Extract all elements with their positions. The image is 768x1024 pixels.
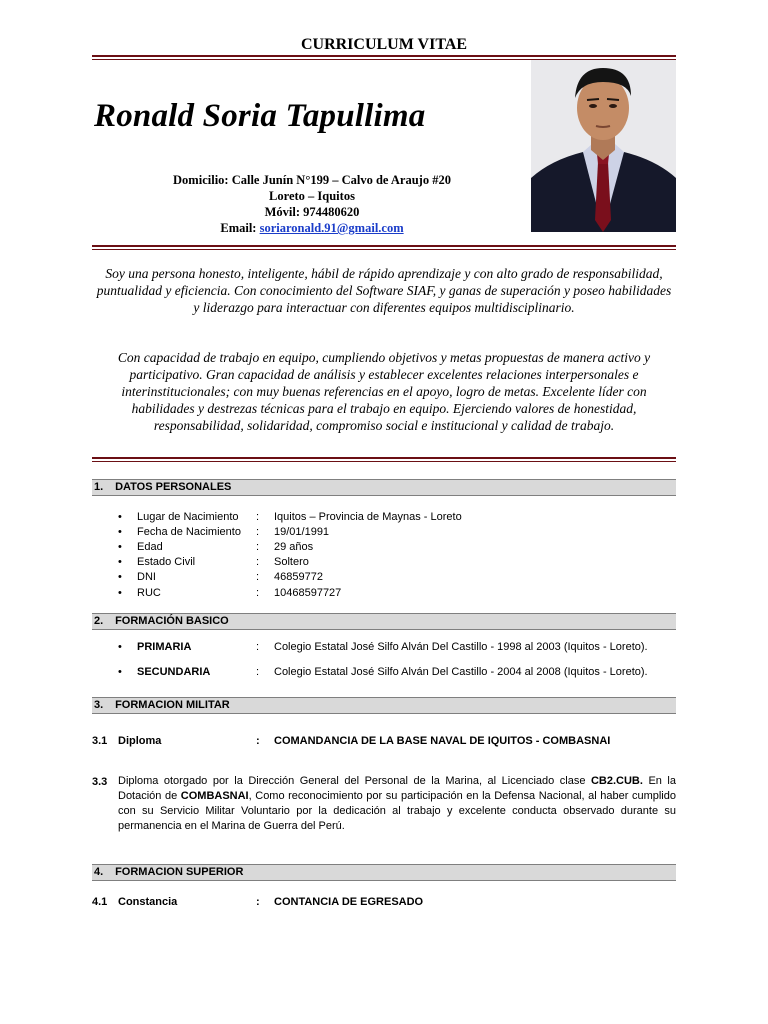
bullet-icon: • <box>118 641 122 653</box>
bullet-icon: • <box>118 526 122 538</box>
divider-bottom <box>92 457 676 462</box>
field-label: DNI <box>137 571 156 583</box>
field-label: Edad <box>137 541 163 553</box>
email-line <box>92 220 532 236</box>
item-number: 3.1 <box>92 735 108 747</box>
field-label: RUC <box>137 587 161 599</box>
field-label: Fecha de Nacimiento <box>137 526 241 538</box>
profile-paragraph-1: Soy una persona honesto, inteligente, hábil de rápido aprendizaje y con alto grado de responsabilidad, puntualidad y eficiencia. Con conocimiento del Software SIAF, y ganas de superación y poseo habilidades y liderazgo para interactuar con diferentes equipos multidisciplinario. <box>96 266 672 315</box>
email-link[interactable]: soriaronald.91@gmail.com <box>259 221 404 235</box>
section-title: FORMACIÓN BASICO <box>115 615 229 627</box>
section-header-higher-education <box>92 864 676 881</box>
candidate-name: Ronald Soria Tapullima <box>94 98 426 134</box>
field-value: 10468597727 <box>274 587 342 599</box>
field-value: Soltero <box>274 556 309 568</box>
field-label: SECUNDARIA <box>137 666 211 678</box>
divider-middle <box>92 245 676 250</box>
bullet-icon: • <box>118 511 122 523</box>
bullet-icon: • <box>118 571 122 583</box>
bullet-icon: • <box>118 556 122 568</box>
item-number: 4.1 <box>92 896 108 908</box>
section-header-military <box>92 697 676 714</box>
field-value: 19/01/1991 <box>274 526 330 538</box>
bullet-icon: • <box>118 666 122 678</box>
profile-photo <box>531 60 676 232</box>
section-title: FORMACION SUPERIOR <box>115 866 244 878</box>
field-value: 29 años <box>274 541 314 553</box>
section-number: 2. <box>94 615 104 627</box>
bullet-icon: • <box>118 587 122 599</box>
description-text: Diploma otorgado por la Dirección General del Personal de la Marina, al Licenciado clase CB2.CUB. En la Dotación de COMBASNAI, Como reconocimiento por su participación en la Defensa Nacional, al haber cumplido con su Servicio Militar Voluntario por la dedicación al trabajo y excelente conducta observado durante su permanencia en el Marina de Guerra del Perú. <box>118 775 676 832</box>
field-label: Diploma <box>118 735 162 747</box>
field-value: Colegio Estatal José Silfo Alván Del Castillo - 1998 al 2003 (Iquitos - Loreto). <box>274 641 648 653</box>
field-value: CONTANCIA DE EGRESADO <box>274 896 424 908</box>
section-header-personal <box>92 479 676 496</box>
section-header-basic-education <box>92 613 676 630</box>
item-number: 3.3 <box>92 776 108 788</box>
section-title: DATOS PERSONALES <box>115 481 232 493</box>
contact-block <box>92 172 532 236</box>
field-label: PRIMARIA <box>137 641 192 653</box>
field-value: COMANDANCIA DE LA BASE NAVAL DE IQUITOS - COMBASNAI <box>274 735 611 747</box>
address-line-1: Domicilio: Calle Junín N°199 – Calvo de Araujo #20 <box>173 173 451 187</box>
section-number: 3. <box>94 699 104 711</box>
email-label: Email: <box>220 221 257 235</box>
section-number: 4. <box>94 866 104 878</box>
mobile-number: Móvil: 974480620 <box>264 205 360 219</box>
field-value: Colegio Estatal José Silfo Alván Del Castillo - 2004 al 2008 (Iquitos - Loreto). <box>274 666 648 678</box>
document-title: CURRICULUM VITAE <box>300 36 468 53</box>
section-title: FORMACION MILITAR <box>115 699 230 711</box>
field-label: Constancia <box>118 896 178 908</box>
field-value: 46859772 <box>274 571 323 583</box>
field-label: Lugar de Nacimiento <box>137 511 239 523</box>
bullet-icon: • <box>118 541 122 553</box>
field-value: Iquitos – Provincia de Maynas - Loreto <box>274 511 462 523</box>
field-label: Estado Civil <box>137 556 196 568</box>
address-line-2: Loreto – Iquitos <box>269 189 355 203</box>
section-number: 1. <box>94 481 104 493</box>
profile-paragraph-2: Con capacidad de trabajo en equipo, cumpliendo objetivos y metas propuestas de manera activo y participativo. Gran capacidad de análisis y establecer excelentes relaciones interpersonales e interinstitucionales; con muy buenas referencias en el apoyo, logro de metas. Excelente líder con habilidades y destrezas técnicas para el trabajo en equipo. Ejerciendo valores de honestidad, responsabilidad, solidaridad, compromiso social e institucional y calidad de trabajo. <box>117 350 651 433</box>
